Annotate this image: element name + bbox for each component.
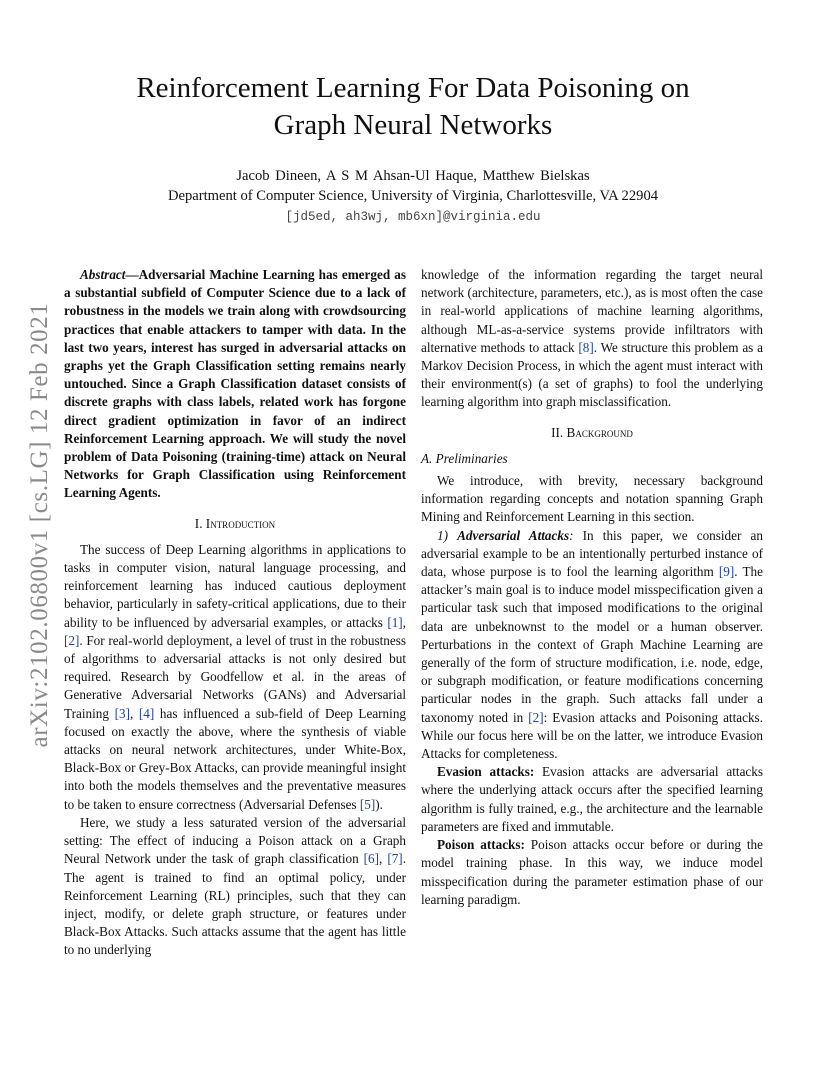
section-number: II. <box>551 424 567 440</box>
paragraph-text: . The agent is trained to find an optimal policy, under Reinforcement Learning (RL) principles, such that they can inject, modify, or delete graph structure, or features under Black-Box Attacks. Such attacks assume that the agent has little to no underlying <box>64 851 406 958</box>
citation-link[interactable]: [1] <box>387 614 403 630</box>
citation-link[interactable]: [5] <box>359 796 376 812</box>
paragraph-text: has influenced a sub-field of Deep Learning focused on exactly the above, where the synthesis of viable attacks on neural network architectures, under White-Box, Black-Box or Grey-Box Attacks, can provide meaningful insight into both the models themselves and the preventative measures to be taken to ensure correctness (Adversarial Defenses <box>64 705 407 812</box>
paragraph-text: . We structure this problem as a Markov Decision Process, in which the agent must interact with their environment(s) (a set of graphs) to fool the underlying learning algorithm into graph misclassification. <box>421 339 763 410</box>
intro-paragraph-2 <box>64 814 406 960</box>
affiliation: Department of Computer Science, University of Virginia, Charlottesville, VA 22904 <box>167 188 659 204</box>
evasion-attacks-label: Evasion attacks: <box>437 764 535 780</box>
abstract <box>64 266 406 503</box>
paragraph-text: Here, we study a less saturated version of the adversarial setting: The effect of inducing a Poison attack on a Graph Neural Network under the task of graph classification <box>64 814 406 867</box>
intro-paragraph-continued <box>421 266 763 412</box>
section-title: Background <box>566 424 633 440</box>
citation-link[interactable]: [3] <box>114 705 130 721</box>
paragraph-text: Evasion attacks are adversarial attacks where the underlying attack occurs after the specified learning algorithm is fully trained, e.g., the architecture and the learnable parameters are fixed and immutable. <box>421 764 764 834</box>
paragraph-text: Poison attacks occur before or during the model training phase. In this way, we induce model misspecification during the parameter estimation phase of our learning paradigm. <box>421 837 763 907</box>
adversarial-attacks-paragraph <box>421 527 763 764</box>
heading-colon: : <box>569 527 574 543</box>
poison-attacks-label: Poison attacks: <box>437 837 525 853</box>
right-column <box>421 266 763 909</box>
section-number: I. <box>194 515 206 531</box>
title-line-2: Graph Neural Networks <box>273 109 553 141</box>
paragraph-text: The success of Deep Learning algorithms in applications to tasks in computer vision, natural language processing, and reinforcement learning has induced cautious deployment behavior, particularly in safety-critical applications, due to their ability to be influenced by adversarial examples, or attacks <box>64 541 406 630</box>
paragraph-text: . The attacker’s main goal is to induce model misspecification given a particular task such that imposed modifications to the original data are unbeknownst to the model or a human observer. Perturbations in the context of Graph Machine Learning are generally of the form of structure modification, i.e. node, edge, or subgraph modification, or feature modifications concerning particular nodes in the graph. Such attacks fall under a taxonomy noted in <box>421 564 764 725</box>
citation-link[interactable]: [7] <box>387 851 403 867</box>
abstract-label: Abstract <box>80 267 126 282</box>
intro-paragraph-1 <box>64 541 406 814</box>
poison-attacks-paragraph <box>421 836 763 909</box>
paragraph-text: : Evasion attacks and Poisoning attacks. While our focus here will be on the latter, we introduce Evasion Attacks for completeness. <box>421 709 763 762</box>
paper-title <box>60 70 766 144</box>
citation-link[interactable]: [6] <box>363 851 380 867</box>
citation-separator: , <box>379 851 388 867</box>
citation-link[interactable]: [4] <box>138 705 155 721</box>
email-addresses: [jd5ed, ah3wj, mb6xn]@virginia.edu <box>285 210 541 224</box>
citation-link[interactable]: [2] <box>528 709 544 725</box>
paragraph-number: 1) <box>437 527 458 543</box>
preliminaries-paragraph: We introduce, with brevity, necessary background information regarding concepts and notation spanning Graph Mining and Reinforcement Learning in this section. <box>421 473 763 525</box>
paragraph-text: ). <box>375 796 383 812</box>
paragraph-text: knowledge of the information regarding the target neural network (architecture, parameters, etc.), as is most often the case in real-world applications of machine learning algorithms, although ML-as-a-service systems provide infiltrators with alternative methods to attack <box>421 267 763 355</box>
author-list: Jacob Dineen, A S M Ahsan-Ul Haque, Matthew Bielskas <box>236 168 590 184</box>
citation-link[interactable]: [9] <box>718 564 735 580</box>
subsection-heading-preliminaries: A. Preliminaries <box>421 450 508 466</box>
evasion-attacks-paragraph <box>421 763 763 836</box>
section-heading-background <box>421 424 763 442</box>
citation-link[interactable]: [2] <box>64 632 80 648</box>
arxiv-identifier <box>20 290 60 760</box>
title-line-1: Reinforcement Learning For Data Poisoning on <box>136 72 690 104</box>
paragraph-text: . For real-world deployment, a level of trust in the robustness of algorithms to adversarial attacks is not only desired but required. Research by Goodfellow et al. in the areas of Generative Adversarial Networks (GANs) and Adversarial Training <box>64 632 406 721</box>
citation-separator: , <box>129 705 139 721</box>
paragraph-heading: Adversarial Attacks <box>457 527 570 543</box>
paragraph-text: In this paper, we consider an adversarial example to be an intentionally perturbed instance of data, whose purpose is to fool the learning algorithm <box>421 527 763 580</box>
citation-link[interactable]: [8] <box>578 339 594 355</box>
left-column <box>64 266 406 960</box>
section-heading-introduction <box>64 515 406 533</box>
abstract-text: —Adversarial Machine Learning has emerged as a substantial subfield of Computer Science due to a lack of robustness in the models we train along with crowdsourcing practices that enable attackers to tamper with data. In the last two years, interest has surged in adversarial attacks on graphs yet the Graph Classification setting remains nearly untouched. Since a Graph Classification dataset consists of discrete graphs with class labels, related work has forgone direct gradient optimization in favor of an indirect Reinforcement Learning approach. We will study the novel problem of Data Poisoning (training-time) attack on Neural Networks for Graph Classification using Reinforcement Learning Agents. <box>64 267 406 501</box>
section-title: Introduction <box>205 515 276 531</box>
citation-separator: , <box>402 614 406 630</box>
arxiv-identifier-text: arXiv:2102.06800v1 [cs.LG] 12 Feb 2021 <box>26 302 53 748</box>
